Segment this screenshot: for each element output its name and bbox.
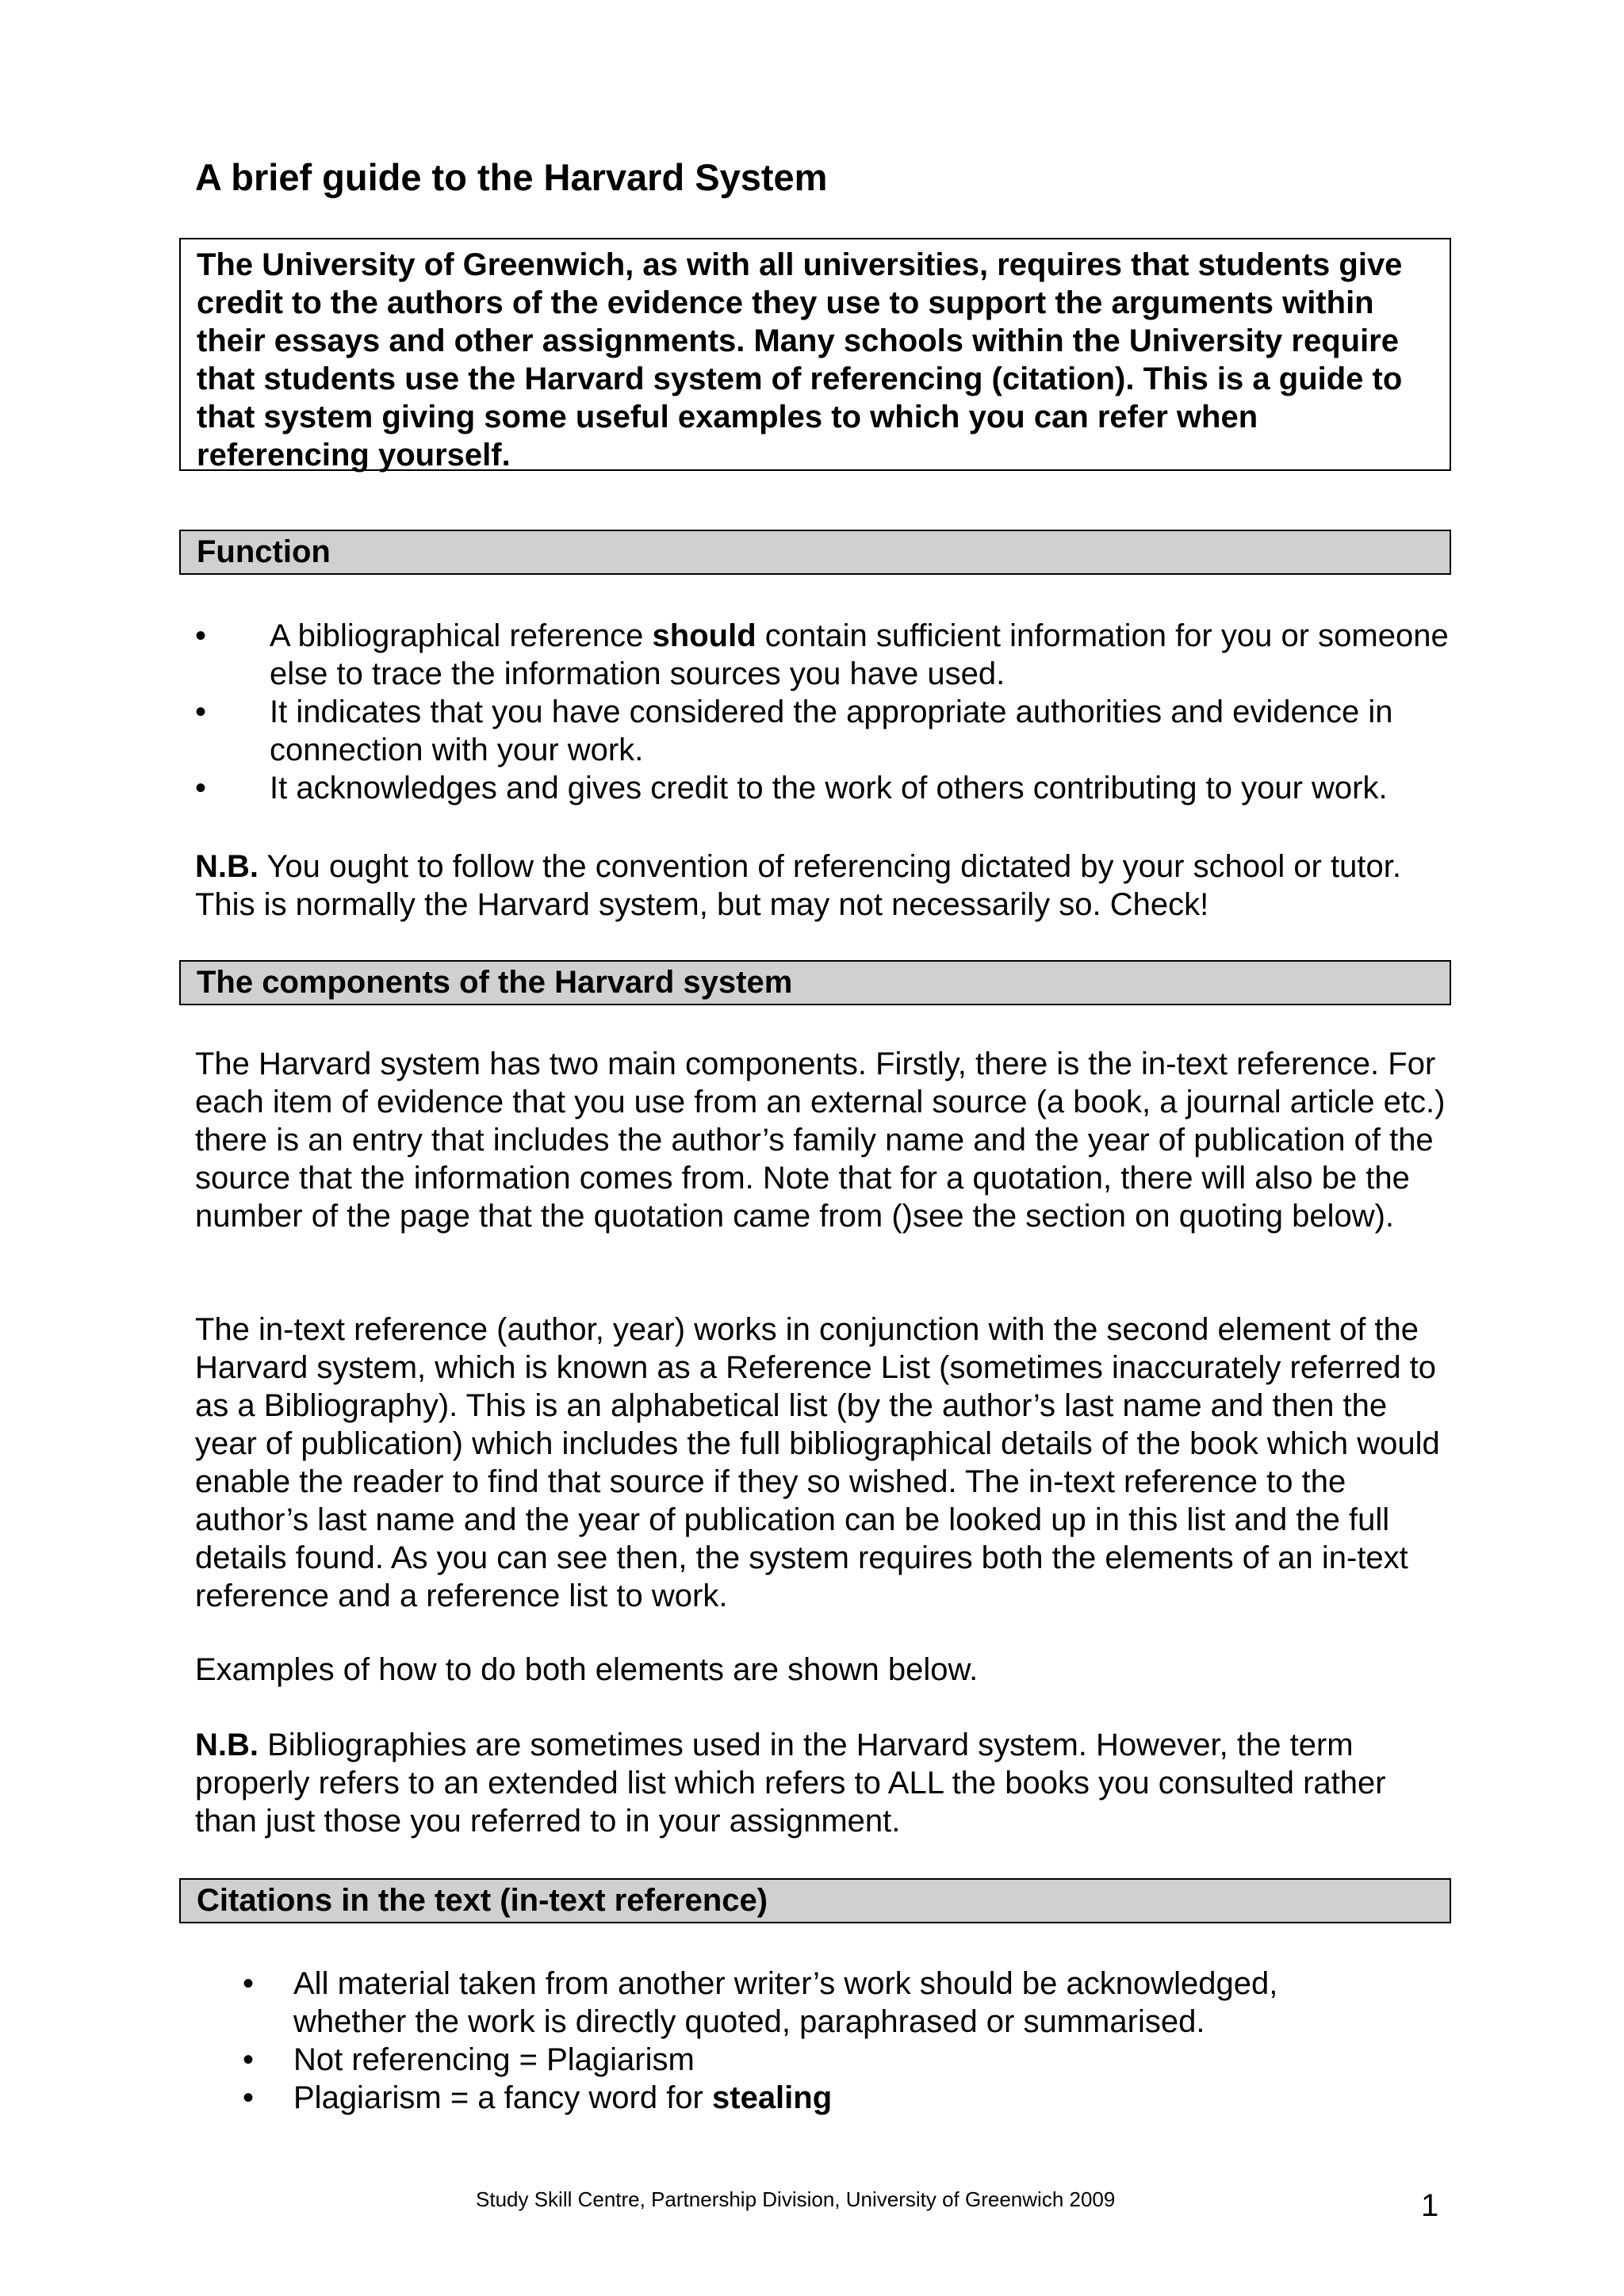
- bullet-text: All material taken from another writer’s work should be acknowledged, whether the work is directly quoted, paraphrased or summarised.: [293, 1966, 1278, 2039]
- bullet-text: It acknowledges and gives credit to the work of others contributing to your work.: [270, 771, 1388, 806]
- bullet-text: It indicates that you have considered the appropriate authorities and evidence in connection with your work.: [270, 695, 1393, 767]
- bullet-icon: •: [243, 2042, 255, 2077]
- bullet-icon: •: [243, 1966, 255, 2001]
- bullet-text-start: A bibliographical reference: [270, 618, 653, 653]
- page-footer: Study Skill Centre, Partnership Division, University of Greenwich 2009: [476, 2187, 1116, 2211]
- components-paragraph-3: Examples of how to do both elements are shown below.: [195, 1652, 979, 1687]
- bullet-icon: •: [195, 771, 207, 806]
- note-label: N.B.: [195, 1728, 259, 1762]
- bullet-bold-text: should: [652, 618, 756, 653]
- components-paragraph-2: The in-text reference (author, year) works in conjunction with the second element of the Harvard system, which is known as a Reference List (sometimes inaccurately referred to as a Bibliography). This is an alphabetical list (by the author’s last name and then the year of publication) which includes the full bibliographical details of the book which would enable the reader to find that source if they so wished. The in-text reference to the author’s last name and the year of publication can be looked up in this list and the full details found. As you can see then, the system requires both the elements of an in-text reference and a reference list to work.: [195, 1312, 1440, 1613]
- section-heading-function: Function: [179, 530, 1451, 575]
- list-item: [243, 2079, 1369, 2117]
- intro-box: The University of Greenwich, as with all universities, requires that students give credit to the authors of the evidence they use to support the arguments within their essays and other assignments. Many schools within the University require that students use the Harvard system of referencing (citation). This is a guide to that system giving some useful examples to which you can refer when referencing yourself.: [179, 238, 1451, 471]
- bullet-bold-text: stealing: [712, 2080, 833, 2115]
- bullet-text: Not referencing = Plagiarism: [293, 2042, 695, 2077]
- bullet-text-start: Plagiarism = a fancy word for: [293, 2080, 712, 2115]
- note-text: You ought to follow the convention of referencing dictated by your school or tutor. This is normally the Harvard system, but may not necessarily so. Check!: [195, 849, 1401, 922]
- page-number: 1: [1421, 2188, 1439, 2223]
- citations-bullet-list: [243, 1965, 1369, 2117]
- function-note: [195, 848, 1416, 924]
- components-paragraph-1: The Harvard system has two main components. Firstly, there is the in-text reference. For each item of evidence that you use from an external source (a book, a journal article etc.) there is an entry that includes the author’s family name and the year of publication of the source that the information comes from. Note that for a quotation, there will also be the number of the page that the quotation came from ()see the section on quoting below).: [195, 1047, 1446, 1234]
- bullet-icon: •: [195, 695, 207, 729]
- list-item: [195, 617, 1456, 693]
- function-bullet-list: [195, 617, 1456, 807]
- bullet-text-end: contain sufficient information for you or someone else to trace the information sources you have used.: [270, 618, 1449, 691]
- document-title: A brief guide to the Harvard System: [195, 156, 828, 198]
- bullet-icon: •: [243, 2080, 255, 2115]
- note-text: Bibliographies are sometimes used in the Harvard system. However, the term properly refers to an extended list which refers to ALL the books you consulted rather than just those you referred to in your assignment.: [195, 1728, 1386, 1839]
- bullet-icon: •: [195, 618, 207, 653]
- list-item: [243, 1965, 1369, 2041]
- list-item: [195, 693, 1456, 769]
- list-item: [243, 2041, 1369, 2079]
- section-heading-components: The components of the Harvard system: [179, 960, 1451, 1005]
- components-note: [195, 1726, 1456, 1840]
- list-item: [195, 769, 1456, 807]
- section-heading-citations: Citations in the text (in-text reference): [179, 1878, 1451, 1923]
- note-label: N.B.: [195, 849, 259, 884]
